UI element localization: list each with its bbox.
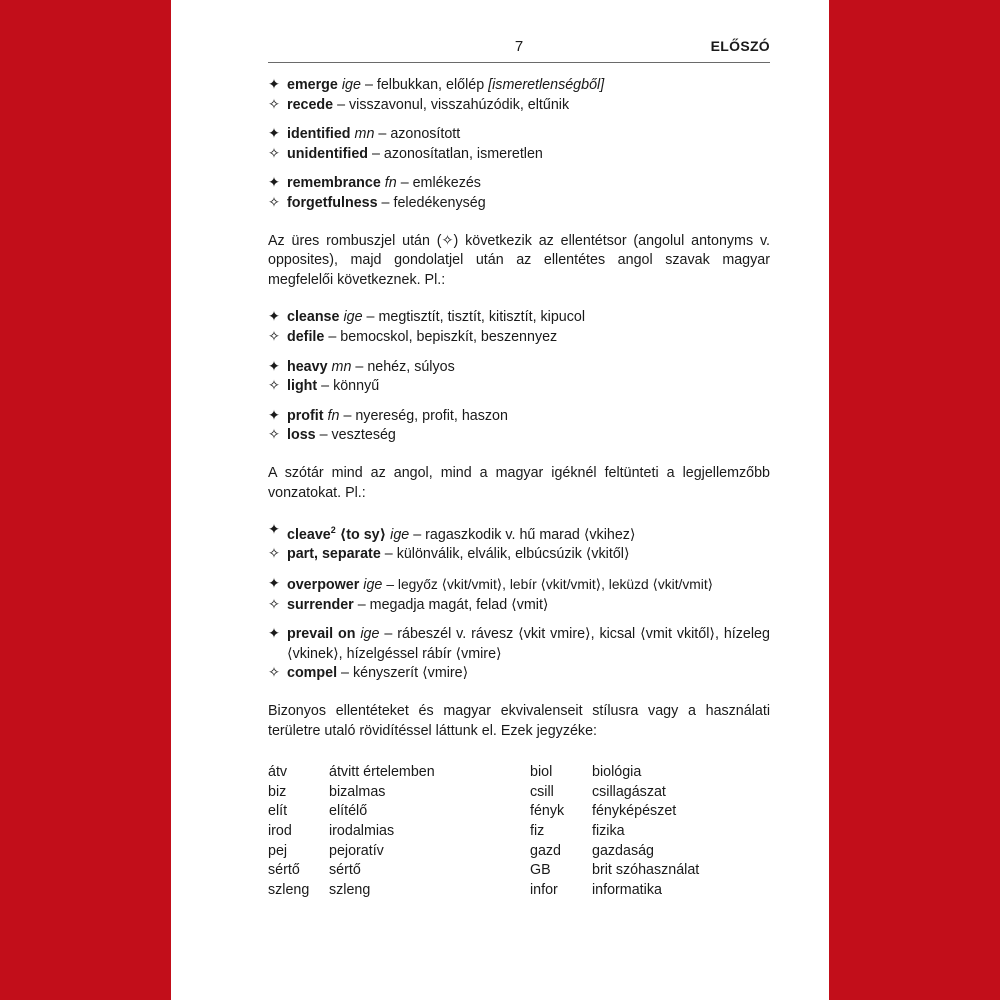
abbreviation-meaning: szleng: [329, 881, 371, 898]
part-of-speech: mn: [354, 126, 375, 143]
hollow-diamond-icon: ✧: [268, 596, 280, 613]
abbreviation: infor: [530, 881, 558, 898]
section-title: ELŐSZÓ: [710, 38, 770, 54]
filled-diamond-icon: ✦: [268, 175, 280, 192]
abbreviation: elít: [268, 803, 288, 820]
page-header: [268, 38, 770, 63]
filled-diamond-icon: ✦: [268, 407, 280, 424]
abbreviation-meaning: brit szóhasználat: [592, 862, 700, 879]
antonym-line: [268, 426, 770, 446]
part-of-speech: ige: [390, 526, 410, 543]
antonym-headword: loss: [287, 427, 316, 444]
abbreviation-row: [268, 842, 770, 862]
abbreviation-meaning: átvitt értelemben: [329, 764, 435, 781]
abbreviation-meaning: sértő: [329, 862, 361, 879]
abbreviation-meaning: fényképészet: [592, 803, 677, 820]
abbreviation: biz: [268, 783, 287, 800]
entry-group: [268, 358, 770, 397]
abbreviation-row: [268, 861, 770, 881]
antonym-line: [268, 145, 770, 165]
antonym-line: [268, 664, 770, 684]
abbreviation: sértő: [268, 862, 300, 879]
definition: – rábeszél v. rávesz ⟨vkit vmire⟩, kicsal ⟨vmit vkitől⟩, hízeleg ⟨vkinek⟩, hízelgéssel rábír ⟨vmire⟩: [287, 626, 770, 662]
antonym-headword: defile: [287, 328, 325, 345]
definition: – könnyű: [321, 378, 380, 395]
headword: identified: [287, 126, 351, 143]
abbreviation-list: [268, 763, 770, 903]
antonym-headword: part, separate: [287, 546, 381, 563]
headword: profit: [287, 407, 324, 424]
definition: – különválik, elválik, elbúcsúzik ⟨vkitől⟩: [384, 546, 630, 563]
hollow-diamond-icon: ✧: [268, 328, 280, 345]
definition: – emlékezés: [400, 175, 481, 192]
antonym-headword: light: [287, 378, 318, 395]
antonym-headword: compel: [287, 665, 338, 682]
book-page: [171, 0, 829, 1000]
antonym-headword: surrender: [287, 596, 354, 613]
entry-line: [268, 575, 770, 596]
abbreviation: szleng: [268, 881, 310, 898]
antonym-headword: forgetfulness: [287, 194, 378, 211]
abbreviation: fényk: [530, 803, 565, 820]
abbreviation-meaning: pejoratív: [329, 842, 384, 859]
entry-line: [268, 76, 770, 96]
headword: prevail on: [287, 626, 356, 643]
hollow-diamond-icon: ✧: [268, 427, 280, 444]
paragraph: A szótár mind az angol, mind a magyar igéknél feltünteti a legjellemzőbb vonzatokat. Pl.:: [268, 464, 770, 501]
antonym-line: [268, 328, 770, 348]
entry-group: [268, 625, 770, 684]
abbreviation: pej: [268, 842, 288, 859]
antonym-headword: unidentified: [287, 145, 369, 162]
abbreviation: biol: [530, 764, 553, 781]
abbreviation-meaning: fizika: [592, 823, 625, 839]
definition: – nehéz, súlyos: [355, 358, 455, 375]
hollow-diamond-icon: ✧: [268, 96, 280, 113]
definition: – nyereség, profit, haszon: [343, 407, 508, 424]
filled-diamond-icon: ✦: [268, 576, 280, 593]
antonym-line: [268, 96, 770, 116]
abbreviation-meaning: biológia: [592, 764, 642, 781]
filled-diamond-icon: ✦: [268, 626, 280, 643]
definition: – ragaszkodik v. hű marad ⟨vkihez⟩: [413, 526, 636, 543]
page-content: [268, 76, 770, 903]
abbreviation: csill: [530, 783, 554, 800]
filled-diamond-icon: ✦: [268, 522, 280, 539]
antonym-line: [268, 545, 770, 565]
headword-text: cleave: [287, 526, 331, 543]
hollow-diamond-icon: ✧: [268, 145, 280, 162]
paragraph: Bizonyos ellentéteket és magyar ekvivalenseit stílusra vagy a használati területre utaló rövidítéssel láttunk el. Ezek jegyzéke:: [268, 703, 770, 739]
abbreviation-meaning: bizalmas: [329, 783, 386, 800]
abbreviation: fiz: [530, 823, 545, 839]
abbreviation-row: [268, 783, 770, 803]
entry-group: [268, 125, 770, 164]
definition: – veszteség: [319, 427, 396, 444]
hollow-diamond-icon: ✧: [268, 665, 280, 682]
headword: overpower: [287, 577, 360, 594]
filled-diamond-icon: ✦: [268, 126, 280, 143]
abbreviation-row: [268, 881, 770, 901]
part-of-speech: fn: [327, 407, 340, 424]
antonym-line: [268, 194, 770, 214]
entry-line: [268, 174, 770, 194]
abbreviation: gazd: [530, 842, 562, 859]
entry-group: [268, 575, 770, 615]
part-of-speech: ige: [363, 577, 383, 594]
entry-group: [268, 521, 770, 565]
abbreviation: GB: [530, 862, 551, 879]
headword: [287, 527, 386, 543]
headword: cleanse: [287, 309, 340, 326]
part-of-speech: fn: [384, 175, 397, 192]
homonym-number: 2: [330, 525, 336, 536]
definition: – feledékenység: [381, 194, 486, 211]
entry-group: [268, 174, 770, 213]
abbreviation-row: [268, 822, 770, 842]
abbreviation-meaning: csillagászat: [592, 783, 666, 800]
abbreviation-row: [268, 763, 770, 783]
abbreviation-meaning: irodalmias: [329, 823, 395, 839]
abbreviation: irod: [268, 823, 292, 839]
entry-group: [268, 76, 770, 115]
entry-line: [268, 407, 770, 427]
part-of-speech: mn: [331, 358, 352, 375]
paragraph: Az üres rombuszjel után (✧) következik az ellentétsor (angolul antonyms v. opposites), majd gondolatjel után az ellentétes angol szavak magyar megfelelői következnek. Pl.:: [268, 232, 770, 288]
antonym-line: [268, 596, 770, 616]
part-of-speech: ige: [341, 77, 361, 93]
definition: – bemocskol, bepiszkít, beszennyez: [328, 328, 558, 345]
definition: – kényszerít ⟨vmire⟩: [341, 665, 469, 682]
headword: heavy: [287, 358, 328, 375]
headword: remembrance: [287, 175, 381, 192]
definition: – legyőz ⟨vkit/vmit⟩, lebír ⟨vkit/vmit⟩, leküzd ⟨vkit/vmit⟩: [386, 577, 714, 593]
entry-line: [268, 308, 770, 328]
entry-line: [268, 125, 770, 145]
definition: – azonosítatlan, ismeretlen: [372, 145, 543, 162]
filled-diamond-icon: ✦: [268, 358, 280, 375]
definition: – felbukkan, előlép: [364, 77, 485, 93]
entry-line: [268, 521, 770, 545]
hollow-diamond-icon: ✧: [268, 378, 280, 395]
headword-valency: ⟨to sy⟩: [339, 526, 387, 543]
usage-note: [ismeretlenségből]: [488, 77, 605, 93]
entry-line: [268, 358, 770, 378]
entry-line: [268, 625, 770, 664]
filled-diamond-icon: ✦: [268, 77, 280, 93]
antonym-headword: recede: [287, 96, 334, 113]
hollow-diamond-icon: ✧: [268, 194, 280, 211]
abbreviation-row: [268, 802, 770, 822]
abbreviation-meaning: informatika: [592, 881, 662, 898]
definition: – megtisztít, tisztít, kitisztít, kipucol: [366, 309, 586, 326]
definition: – azonosított: [378, 126, 461, 143]
hollow-diamond-icon: ✧: [268, 546, 280, 563]
entry-group: [268, 407, 770, 446]
headword: emerge: [287, 77, 338, 93]
definition: – visszavonul, visszahúzódik, eltűnik: [337, 96, 570, 113]
abbreviation: átv: [268, 764, 288, 781]
definition: – megadja magát, felad ⟨vmit⟩: [357, 596, 549, 613]
antonym-line: [268, 377, 770, 397]
part-of-speech: ige: [360, 626, 380, 643]
abbreviation-meaning: elítélő: [329, 803, 368, 820]
part-of-speech: ige: [343, 309, 363, 326]
entry-group: [268, 308, 770, 347]
filled-diamond-icon: ✦: [268, 309, 280, 326]
abbreviation-meaning: gazdaság: [592, 842, 655, 859]
page-number: 7: [514, 38, 524, 55]
